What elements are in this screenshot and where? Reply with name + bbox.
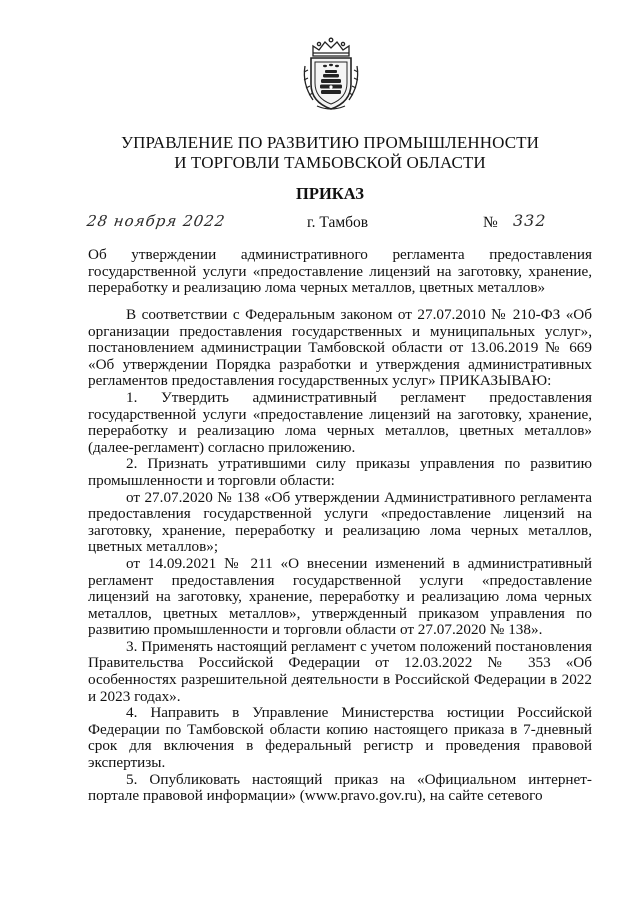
organization-name bbox=[60, 133, 600, 173]
subject-text: Об утверждении административного регламента предоставления государственной услуги «предоставление лицензий на заготовку, хранение, переработку и реализацию лома черных металлов, цветных металлов» bbox=[88, 246, 592, 297]
item-2-paragraph: 2. Признать утратившими силу приказы управления по развитию промышленности и торговли области: bbox=[88, 455, 592, 489]
document-type-title: ПРИКАЗ bbox=[296, 184, 364, 203]
item-3-paragraph: 3. Применять настоящий регламент с учетом положений постановления Правительства Российской Федерации от 12.03.2022 № 353 «Об особенностях разрешительной деятельности в Российской Федерации в 2022 и 2023 годах». bbox=[88, 637, 592, 705]
order-subject bbox=[88, 247, 592, 297]
item-1-paragraph: 1. Утвердить административный регламент предоставления государственной услуги «предоставление лицензий на заготовку, хранение, переработку и реализацию лома черных металлов, цветных металлов» (далее-регламент) согласно приложению. bbox=[88, 388, 592, 456]
org-line-2: И ТОРГОВЛИ ТАМБОВСКОЙ ОБЛАСТИ bbox=[174, 153, 486, 172]
city-name: г. Тамбов bbox=[307, 214, 369, 231]
item-5-paragraph: 5. Опубликовать настоящий приказ на «Официальном интернет-портале правовой информации» (www.pravo.gov.ru), на сайте сетевого bbox=[88, 770, 592, 805]
preamble-paragraph: В соответствии с Федеральным законом от 27.07.2010 № 210-ФЗ «Об организации предоставления государственных и муниципальных услуг», постановлением администрации Тамбовской области от 13.06.2019 № 669 «Об утверждении Порядка разработки и утверждения административных регламентов предоставления государственных услуг» ПРИКАЗЫВАЮ: bbox=[88, 306, 592, 390]
handwritten-date: 28 ноября 2022 bbox=[85, 212, 227, 230]
org-line-1: УПРАВЛЕНИЕ ПО РАЗВИТИЮ ПРОМЫШЛЕННОСТИ bbox=[120, 133, 540, 152]
coat-of-arms-emblem bbox=[299, 36, 363, 112]
number-label: № bbox=[483, 214, 498, 231]
repealed-order-138: от 27.07.2020 № 138 «Об утверждении Административного регламента предоставления государственной услуги «предоставление лицензий на заготовку, хранение, переработку и реализацию лома черных металлов, цветных металлов»; bbox=[88, 488, 592, 556]
order-body bbox=[88, 307, 592, 805]
item-4-paragraph: 4. Направить в Управление Министерства юстиции Российской Федерации по Тамбовской области копию настоящего приказа в 7-дневный срок для включения в федеральный регистр и проведения правовой экспертизы. bbox=[88, 704, 592, 772]
handwritten-order-number: 332 bbox=[513, 211, 547, 230]
repealed-order-211: от 14.09.2021 № 211 «О внесении изменений в административный регламент предоставления государственной услуги «предоставление лицензий на заготовку, хранение, переработку и реализацию лома черных металлов, цветных металлов», утвержденный приказом управления по развитию промышленности и торговли области от 27.07.2020 № 138». bbox=[88, 554, 592, 639]
